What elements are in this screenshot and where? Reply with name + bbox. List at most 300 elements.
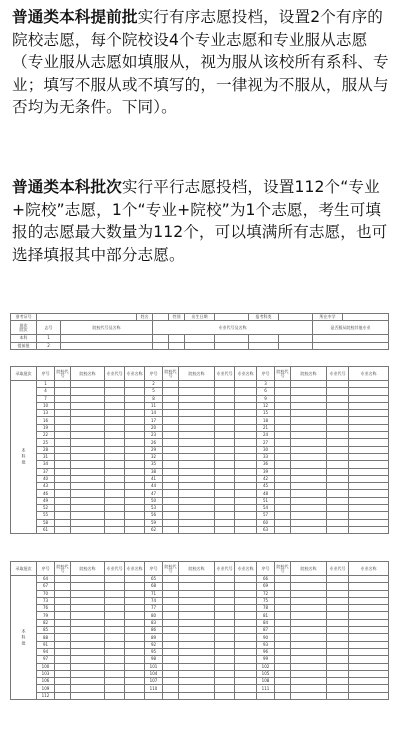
choice-input-cell[interactable]	[55, 483, 71, 490]
choice-input-cell[interactable]	[215, 605, 235, 612]
choice-input-cell[interactable]	[105, 490, 125, 497]
choice-input-cell[interactable]	[179, 446, 215, 453]
choice-input-cell[interactable]	[71, 388, 105, 395]
choice-input-cell[interactable]	[349, 439, 389, 446]
choice-input-cell[interactable]	[215, 432, 235, 439]
choice-input-cell[interactable]	[55, 656, 71, 663]
choice-input-cell[interactable]	[163, 663, 179, 670]
choice-input-cell[interactable]	[215, 648, 235, 655]
choice-input-cell[interactable]	[291, 670, 327, 677]
choice-input-cell[interactable]	[125, 432, 145, 439]
choice-input-cell[interactable]	[55, 461, 71, 468]
choice-input-cell[interactable]	[215, 519, 235, 526]
choice-input-cell[interactable]	[163, 648, 179, 655]
choice-input-cell[interactable]	[179, 505, 215, 512]
choice-input-cell[interactable]	[71, 402, 105, 409]
choice-input-cell[interactable]	[55, 475, 71, 482]
choice-input-cell[interactable]	[327, 395, 349, 402]
major-field-1c[interactable]	[185, 335, 215, 342]
choice-input-cell[interactable]	[125, 505, 145, 512]
choice-input-cell[interactable]	[55, 497, 71, 504]
choice-input-cell[interactable]	[71, 461, 105, 468]
choice-input-cell[interactable]	[291, 526, 327, 533]
choice-input-cell[interactable]	[235, 417, 257, 424]
choice-input-cell[interactable]	[275, 505, 291, 512]
choice-input-cell[interactable]	[125, 612, 145, 619]
choice-input-cell[interactable]	[163, 590, 179, 597]
choice-input-cell[interactable]	[327, 388, 349, 395]
choice-input-cell[interactable]	[215, 678, 235, 685]
choice-input-cell[interactable]	[163, 388, 179, 395]
choice-input-cell[interactable]	[105, 576, 125, 583]
choice-input-cell[interactable]	[349, 483, 389, 490]
choice-input-cell[interactable]	[125, 692, 145, 699]
choice-input-cell[interactable]	[179, 597, 215, 604]
choice-input-cell[interactable]	[235, 505, 257, 512]
choice-input-cell[interactable]	[105, 656, 125, 663]
choice-input-cell[interactable]	[215, 461, 235, 468]
choice-input-cell[interactable]	[349, 590, 389, 597]
choice-input-cell[interactable]	[291, 512, 327, 519]
choice-input-cell[interactable]	[71, 417, 105, 424]
choice-input-cell[interactable]	[71, 597, 105, 604]
choice-input-cell[interactable]	[215, 597, 235, 604]
choice-input-cell[interactable]	[179, 663, 215, 670]
choice-input-cell[interactable]	[179, 439, 215, 446]
choice-input-cell[interactable]	[327, 583, 349, 590]
major-field-2d[interactable]	[215, 342, 249, 349]
choice-input-cell[interactable]	[215, 381, 235, 388]
choice-input-cell[interactable]	[163, 424, 179, 431]
choice-input-cell[interactable]	[163, 512, 179, 519]
choice-input-cell[interactable]	[71, 612, 105, 619]
choice-input-cell[interactable]	[55, 446, 71, 453]
choice-input-cell[interactable]	[179, 381, 215, 388]
choice-input-cell[interactable]	[125, 663, 145, 670]
choice-input-cell[interactable]	[163, 490, 179, 497]
choice-input-cell[interactable]	[275, 410, 291, 417]
choice-input-cell[interactable]	[179, 678, 215, 685]
choice-input-cell[interactable]	[291, 505, 327, 512]
choice-input-cell[interactable]	[275, 576, 291, 583]
choice-input-cell[interactable]	[327, 417, 349, 424]
choice-input-cell[interactable]	[235, 619, 257, 626]
obey-field-2[interactable]	[313, 342, 389, 349]
choice-input-cell[interactable]	[125, 417, 145, 424]
choice-input-cell[interactable]	[55, 670, 71, 677]
choice-input-cell[interactable]	[349, 417, 389, 424]
choice-input-cell[interactable]	[55, 395, 71, 402]
choice-input-cell[interactable]	[275, 446, 291, 453]
choice-input-cell[interactable]	[327, 656, 349, 663]
choice-input-cell[interactable]	[327, 410, 349, 417]
choice-input-cell[interactable]	[349, 634, 389, 641]
college-field-1[interactable]	[61, 335, 153, 342]
choice-input-cell[interactable]	[163, 417, 179, 424]
choice-input-cell[interactable]	[215, 627, 235, 634]
choice-input-cell[interactable]	[105, 526, 125, 533]
choice-input-cell[interactable]	[55, 526, 71, 533]
choice-input-cell[interactable]	[275, 641, 291, 648]
choice-input-cell[interactable]	[235, 446, 257, 453]
choice-input-cell[interactable]	[55, 619, 71, 626]
choice-input-cell[interactable]	[349, 505, 389, 512]
choice-input-cell[interactable]	[125, 641, 145, 648]
choice-input-cell[interactable]	[71, 685, 105, 692]
choice-input-cell[interactable]	[179, 512, 215, 519]
choice-input-cell[interactable]	[55, 663, 71, 670]
choice-input-cell[interactable]	[215, 402, 235, 409]
choice-input-cell[interactable]	[105, 648, 125, 655]
choice-input-cell[interactable]	[179, 656, 215, 663]
choice-input-cell[interactable]	[71, 395, 105, 402]
choice-input-cell[interactable]	[349, 519, 389, 526]
choice-input-cell[interactable]	[235, 490, 257, 497]
choice-input-cell[interactable]	[179, 461, 215, 468]
choice-input-cell[interactable]	[105, 634, 125, 641]
choice-input-cell[interactable]	[125, 446, 145, 453]
choice-input-cell[interactable]	[291, 432, 327, 439]
choice-input-cell[interactable]	[327, 627, 349, 634]
choice-input-cell[interactable]	[179, 619, 215, 626]
choice-input-cell[interactable]	[105, 627, 125, 634]
choice-input-cell[interactable]	[105, 678, 125, 685]
choice-input-cell[interactable]	[71, 410, 105, 417]
choice-input-cell[interactable]	[105, 612, 125, 619]
choice-input-cell[interactable]	[163, 597, 179, 604]
choice-input-cell[interactable]	[275, 648, 291, 655]
choice-input-cell[interactable]	[275, 439, 291, 446]
choice-input-cell[interactable]	[105, 519, 125, 526]
choice-input-cell[interactable]	[349, 461, 389, 468]
choice-input-cell[interactable]	[105, 590, 125, 597]
choice-input-cell[interactable]	[291, 402, 327, 409]
choice-input-cell[interactable]	[275, 526, 291, 533]
choice-input-cell[interactable]	[215, 590, 235, 597]
choice-input-cell[interactable]	[291, 663, 327, 670]
choice-input-cell[interactable]	[71, 648, 105, 655]
choice-input-cell[interactable]	[235, 612, 257, 619]
choice-input-cell[interactable]	[275, 453, 291, 460]
exam-number-field[interactable]	[37, 314, 137, 321]
choice-input-cell[interactable]	[291, 619, 327, 626]
choice-input-cell[interactable]	[71, 656, 105, 663]
choice-input-cell[interactable]	[105, 395, 125, 402]
choice-input-cell[interactable]	[55, 512, 71, 519]
choice-input-cell[interactable]	[179, 648, 215, 655]
choice-input-cell[interactable]	[327, 497, 349, 504]
choice-input-cell[interactable]	[105, 424, 125, 431]
choice-input-cell[interactable]	[349, 619, 389, 626]
choice-input-cell[interactable]	[71, 497, 105, 504]
choice-input-cell[interactable]	[163, 395, 179, 402]
choice-input-cell[interactable]	[291, 461, 327, 468]
choice-input-cell[interactable]	[327, 424, 349, 431]
choice-input-cell[interactable]	[179, 670, 215, 677]
school-field[interactable]	[343, 314, 389, 321]
choice-input-cell[interactable]	[275, 475, 291, 482]
choice-input-cell[interactable]	[291, 410, 327, 417]
choice-input-cell[interactable]	[71, 505, 105, 512]
choice-input-cell[interactable]	[235, 381, 257, 388]
choice-input-cell[interactable]	[55, 685, 71, 692]
choice-input-cell[interactable]	[55, 692, 71, 699]
choice-input-cell[interactable]	[235, 685, 257, 692]
choice-input-cell[interactable]	[275, 590, 291, 597]
choice-input-cell[interactable]	[71, 619, 105, 626]
choice-input-cell[interactable]	[125, 461, 145, 468]
choice-input-cell[interactable]	[327, 619, 349, 626]
choice-input-cell[interactable]	[125, 605, 145, 612]
choice-input-cell[interactable]	[71, 670, 105, 677]
choice-input-cell[interactable]	[105, 453, 125, 460]
choice-input-cell[interactable]	[125, 685, 145, 692]
choice-input-cell[interactable]	[125, 439, 145, 446]
choice-input-cell[interactable]	[349, 612, 389, 619]
choice-input-cell[interactable]	[125, 526, 145, 533]
choice-input-cell[interactable]	[235, 648, 257, 655]
choice-input-cell[interactable]	[163, 446, 179, 453]
choice-input-cell[interactable]	[105, 597, 125, 604]
major-field-2e[interactable]	[249, 342, 279, 349]
choice-input-cell[interactable]	[71, 490, 105, 497]
choice-input-cell[interactable]	[291, 648, 327, 655]
choice-input-cell[interactable]	[235, 670, 257, 677]
choice-input-cell[interactable]	[235, 634, 257, 641]
choice-input-cell[interactable]	[349, 512, 389, 519]
choice-input-cell[interactable]	[215, 410, 235, 417]
choice-input-cell[interactable]	[349, 453, 389, 460]
choice-input-cell[interactable]	[105, 512, 125, 519]
choice-input-cell[interactable]	[105, 605, 125, 612]
major-field-2b[interactable]	[169, 342, 185, 349]
choice-input-cell[interactable]	[291, 692, 327, 699]
choice-input-cell[interactable]	[71, 678, 105, 685]
choice-input-cell[interactable]	[275, 512, 291, 519]
choice-input-cell[interactable]	[349, 446, 389, 453]
choice-input-cell[interactable]	[55, 612, 71, 619]
choice-input-cell[interactable]	[163, 505, 179, 512]
choice-input-cell[interactable]	[235, 656, 257, 663]
choice-input-cell[interactable]	[71, 483, 105, 490]
choice-input-cell[interactable]	[179, 605, 215, 612]
choice-input-cell[interactable]	[349, 410, 389, 417]
choice-input-cell[interactable]	[71, 641, 105, 648]
choice-input-cell[interactable]	[291, 483, 327, 490]
choice-input-cell[interactable]	[349, 381, 389, 388]
choice-input-cell[interactable]	[349, 583, 389, 590]
major-field-1f[interactable]	[279, 335, 313, 342]
major-field-1e[interactable]	[249, 335, 279, 342]
choice-input-cell[interactable]	[215, 490, 235, 497]
choice-input-cell[interactable]	[71, 446, 105, 453]
choice-input-cell[interactable]	[163, 453, 179, 460]
choice-input-cell[interactable]	[215, 424, 235, 431]
choice-input-cell[interactable]	[125, 648, 145, 655]
choice-input-cell[interactable]	[125, 483, 145, 490]
choice-input-cell[interactable]	[349, 656, 389, 663]
choice-input-cell[interactable]	[291, 641, 327, 648]
choice-input-cell[interactable]	[215, 692, 235, 699]
choice-input-cell[interactable]	[327, 490, 349, 497]
choice-input-cell[interactable]	[71, 519, 105, 526]
choice-input-cell[interactable]	[179, 590, 215, 597]
choice-input-cell[interactable]	[349, 670, 389, 677]
choice-input-cell[interactable]	[125, 381, 145, 388]
choice-input-cell[interactable]	[235, 432, 257, 439]
choice-input-cell[interactable]	[55, 439, 71, 446]
choice-input-cell[interactable]	[275, 381, 291, 388]
choice-input-cell[interactable]	[71, 468, 105, 475]
choice-input-cell[interactable]	[125, 468, 145, 475]
choice-input-cell[interactable]	[125, 670, 145, 677]
choice-input-cell[interactable]	[327, 685, 349, 692]
choice-input-cell[interactable]	[163, 627, 179, 634]
choice-input-cell[interactable]	[235, 663, 257, 670]
choice-input-cell[interactable]	[235, 468, 257, 475]
choice-input-cell[interactable]	[179, 490, 215, 497]
choice-input-cell[interactable]	[55, 468, 71, 475]
choice-input-cell[interactable]	[105, 685, 125, 692]
choice-input-cell[interactable]	[71, 475, 105, 482]
choice-input-cell[interactable]	[349, 597, 389, 604]
choice-input-cell[interactable]	[179, 685, 215, 692]
choice-input-cell[interactable]	[215, 417, 235, 424]
choice-input-cell[interactable]	[235, 576, 257, 583]
major-field-1a[interactable]	[153, 335, 169, 342]
choice-input-cell[interactable]	[291, 678, 327, 685]
choice-input-cell[interactable]	[125, 597, 145, 604]
choice-input-cell[interactable]	[349, 468, 389, 475]
choice-input-cell[interactable]	[105, 402, 125, 409]
choice-input-cell[interactable]	[55, 505, 71, 512]
college-field-2[interactable]	[61, 342, 153, 349]
choice-input-cell[interactable]	[55, 432, 71, 439]
choice-input-cell[interactable]	[291, 597, 327, 604]
choice-input-cell[interactable]	[125, 634, 145, 641]
choice-input-cell[interactable]	[349, 432, 389, 439]
choice-input-cell[interactable]	[275, 497, 291, 504]
choice-input-cell[interactable]	[71, 590, 105, 597]
choice-input-cell[interactable]	[125, 453, 145, 460]
subject-type-field[interactable]	[279, 314, 313, 321]
choice-input-cell[interactable]	[291, 497, 327, 504]
choice-input-cell[interactable]	[291, 395, 327, 402]
choice-input-cell[interactable]	[71, 663, 105, 670]
choice-input-cell[interactable]	[327, 519, 349, 526]
choice-input-cell[interactable]	[275, 634, 291, 641]
choice-input-cell[interactable]	[105, 475, 125, 482]
choice-input-cell[interactable]	[235, 395, 257, 402]
choice-input-cell[interactable]	[291, 656, 327, 663]
choice-input-cell[interactable]	[349, 490, 389, 497]
choice-input-cell[interactable]	[275, 490, 291, 497]
choice-input-cell[interactable]	[215, 576, 235, 583]
choice-input-cell[interactable]	[291, 388, 327, 395]
choice-input-cell[interactable]	[179, 641, 215, 648]
choice-input-cell[interactable]	[235, 641, 257, 648]
choice-input-cell[interactable]	[327, 461, 349, 468]
choice-input-cell[interactable]	[349, 678, 389, 685]
choice-input-cell[interactable]	[163, 634, 179, 641]
choice-input-cell[interactable]	[327, 648, 349, 655]
choice-input-cell[interactable]	[291, 468, 327, 475]
choice-input-cell[interactable]	[71, 526, 105, 533]
choice-input-cell[interactable]	[291, 417, 327, 424]
choice-input-cell[interactable]	[55, 590, 71, 597]
choice-input-cell[interactable]	[275, 663, 291, 670]
choice-input-cell[interactable]	[163, 619, 179, 626]
choice-input-cell[interactable]	[179, 692, 215, 699]
choice-input-cell[interactable]	[71, 453, 105, 460]
choice-input-cell[interactable]	[235, 627, 257, 634]
choice-input-cell[interactable]	[163, 678, 179, 685]
choice-input-cell[interactable]	[275, 583, 291, 590]
choice-input-cell[interactable]	[163, 468, 179, 475]
choice-input-cell[interactable]	[179, 475, 215, 482]
choice-input-cell[interactable]	[235, 583, 257, 590]
choice-input-cell[interactable]	[105, 388, 125, 395]
choice-input-cell[interactable]	[327, 381, 349, 388]
choice-input-cell[interactable]	[215, 670, 235, 677]
choice-input-cell[interactable]	[275, 627, 291, 634]
choice-input-cell[interactable]	[275, 692, 291, 699]
choice-input-cell[interactable]	[55, 576, 71, 583]
choice-input-cell[interactable]	[235, 439, 257, 446]
choice-input-cell[interactable]	[235, 692, 257, 699]
choice-input-cell[interactable]	[55, 402, 71, 409]
choice-input-cell[interactable]	[327, 483, 349, 490]
choice-input-cell[interactable]	[327, 505, 349, 512]
choice-input-cell[interactable]	[125, 490, 145, 497]
choice-input-cell[interactable]	[163, 439, 179, 446]
choice-input-cell[interactable]	[125, 619, 145, 626]
choice-input-cell[interactable]	[125, 410, 145, 417]
choice-input-cell[interactable]	[55, 583, 71, 590]
choice-input-cell[interactable]	[215, 446, 235, 453]
choice-input-cell[interactable]	[291, 583, 327, 590]
choice-input-cell[interactable]	[163, 402, 179, 409]
choice-input-cell[interactable]	[71, 424, 105, 431]
major-field-1d[interactable]	[215, 335, 249, 342]
choice-input-cell[interactable]	[291, 634, 327, 641]
choice-input-cell[interactable]	[163, 685, 179, 692]
choice-input-cell[interactable]	[55, 605, 71, 612]
choice-input-cell[interactable]	[275, 395, 291, 402]
choice-input-cell[interactable]	[215, 483, 235, 490]
choice-input-cell[interactable]	[215, 663, 235, 670]
choice-input-cell[interactable]	[215, 526, 235, 533]
choice-input-cell[interactable]	[235, 410, 257, 417]
choice-input-cell[interactable]	[275, 612, 291, 619]
choice-input-cell[interactable]	[105, 468, 125, 475]
choice-input-cell[interactable]	[327, 475, 349, 482]
choice-input-cell[interactable]	[179, 453, 215, 460]
choice-input-cell[interactable]	[71, 381, 105, 388]
choice-input-cell[interactable]	[55, 453, 71, 460]
choice-input-cell[interactable]	[235, 497, 257, 504]
choice-input-cell[interactable]	[179, 583, 215, 590]
major-field-2c[interactable]	[185, 342, 215, 349]
choice-input-cell[interactable]	[163, 475, 179, 482]
choice-input-cell[interactable]	[349, 605, 389, 612]
choice-input-cell[interactable]	[105, 417, 125, 424]
choice-input-cell[interactable]	[71, 576, 105, 583]
birthdate-field[interactable]	[215, 314, 249, 321]
choice-input-cell[interactable]	[179, 388, 215, 395]
choice-input-cell[interactable]	[349, 663, 389, 670]
choice-input-cell[interactable]	[235, 483, 257, 490]
